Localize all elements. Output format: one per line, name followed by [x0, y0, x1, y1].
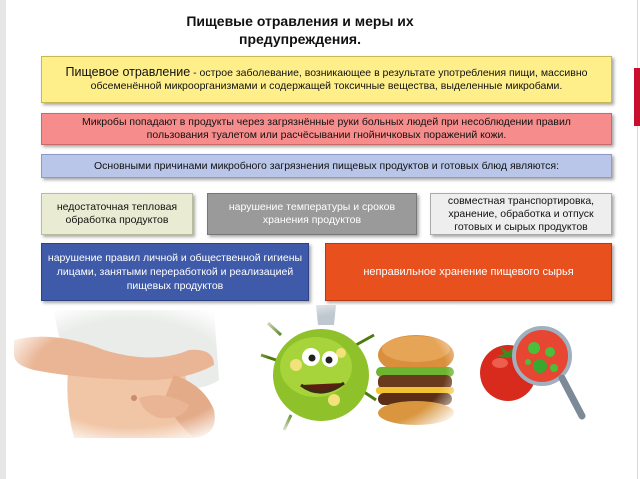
tomato-under-magnifier-illustration [470, 308, 590, 433]
slide-title: Пищевые отравления и меры их предупреждения. [186, 13, 414, 47]
cause-box-2: нарушение температуры и сроков хранения продуктов [207, 193, 417, 235]
definition-text [48, 66, 605, 93]
cause-box-3: совместная транспортировка, хранение, обработка и отпуск готовых и сырых продуктов [430, 193, 612, 235]
left-margin-bar [0, 0, 6, 479]
germ-and-burger-illustration [256, 305, 456, 435]
definition-body: - острое заболевание, возникающее в результате употребления пищи, массивно обсеменённой микроорганизмами и содержащей токсичные вещества, выделенные микробами. [90, 67, 588, 92]
stomach-ache-photo [14, 310, 248, 438]
definition-term: Пищевое отравление [65, 65, 191, 79]
definition-box [41, 56, 612, 103]
cause-box-5: неправильное хранение пищевого сырья [325, 243, 612, 301]
cause-box-4: нарушение правил личной и общественной гигиены лицами, занятыми переработкой и реализацией пищевых продуктов [41, 243, 309, 301]
cause-box-1: недостаточная тепловая обработка продуктов [41, 193, 193, 235]
right-accent-bar [634, 68, 640, 126]
causes-heading-box: Основными причинами микробного загрязнения пищевых продуктов и готовых блюд являются: [41, 154, 612, 178]
microbes-box: Микробы попадают в продукты через загрязнённые руки больных людей при несоблюдении правил пользования туалетом или расчёсывании гнойничковых поражений кожи. [41, 113, 612, 145]
